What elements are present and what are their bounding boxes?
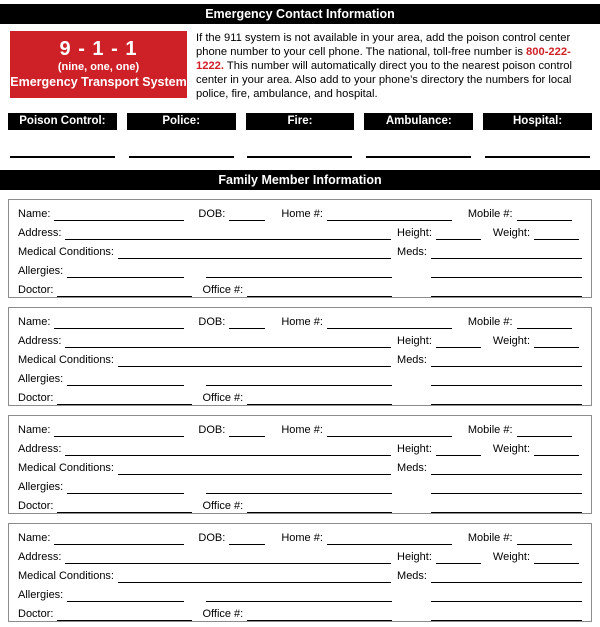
- mobile-phone-blank-line: [517, 427, 572, 437]
- allergies-blank-line: [67, 376, 184, 386]
- doctor-row: [18, 602, 582, 621]
- address-blank-line: [65, 338, 391, 348]
- dob-label: DOB:: [198, 208, 226, 220]
- doctor-label: Doctor:: [18, 608, 54, 620]
- doctor-blank-line: [57, 503, 192, 513]
- address-row: [18, 545, 582, 564]
- name-blank-line: [54, 319, 184, 329]
- doctor-row: [18, 494, 582, 513]
- home-phone-blank-line: [327, 211, 452, 221]
- mobile-phone-blank-line: [517, 211, 572, 221]
- office-phone-blank-line: [247, 395, 392, 405]
- office-phone-label: Office #:: [202, 392, 244, 404]
- allergies-row: [18, 259, 582, 278]
- address-label: Address:: [18, 335, 62, 347]
- name-label: Name:: [18, 532, 51, 544]
- office-phone-blank-line: [247, 503, 392, 513]
- office-phone-blank-line: [247, 287, 392, 297]
- height-label: Height:: [397, 551, 432, 563]
- meds-blank-line-3: [431, 503, 582, 513]
- weight-blank-line: [534, 338, 579, 348]
- emergency-section-title: Emergency Contact Information: [205, 7, 395, 21]
- police-blank-line: [129, 150, 234, 158]
- nine-one-one-subtitle: Emergency Transport System: [10, 75, 187, 89]
- medical-conditions-label: Medical Conditions:: [18, 354, 114, 366]
- meds-label: Meds:: [397, 462, 427, 474]
- intro-text-after: This number will automatically direct you to the nearest poison control center in your area. Also add to your phone’s directory the numbers for local police, fire, ambulance, and hospital.: [196, 60, 573, 100]
- contact-blank-lines-row: [8, 150, 592, 158]
- office-phone-blank-line: [247, 611, 392, 621]
- medical-conditions-blank-line: [118, 357, 391, 367]
- dob-blank-line: [229, 427, 265, 437]
- meds-blank-line-2: [431, 268, 582, 278]
- meds-blank-line-3: [431, 287, 582, 297]
- medical-conditions-row: [18, 564, 582, 583]
- height-label: Height:: [397, 335, 432, 347]
- name-label: Name:: [18, 424, 51, 436]
- meds-blank-line: [431, 249, 582, 259]
- meds-blank-line: [431, 573, 582, 583]
- meds-blank-line-2: [431, 376, 582, 386]
- allergies-blank-line: [67, 268, 184, 278]
- home-phone-label: Home #:: [281, 316, 323, 328]
- home-phone-label: Home #:: [281, 208, 323, 220]
- address-row: [18, 221, 582, 240]
- weight-blank-line: [534, 554, 579, 564]
- contact-cell-police: [127, 113, 236, 130]
- mobile-phone-label: Mobile #:: [467, 532, 513, 544]
- weight-blank-line: [534, 446, 579, 456]
- contact-label-fire: Fire:: [246, 113, 355, 130]
- medical-conditions-label: Medical Conditions:: [18, 462, 114, 474]
- contact-label-police: Police:: [127, 113, 236, 130]
- name-blank-line: [54, 211, 184, 221]
- doctor-label: Doctor:: [18, 500, 54, 512]
- ambulance-blank-line: [366, 150, 471, 158]
- height-blank-line: [436, 338, 481, 348]
- hospital-blank-line: [485, 150, 590, 158]
- contact-label-hospital: Hospital:: [483, 113, 592, 130]
- address-label: Address:: [18, 551, 62, 563]
- address-blank-line: [65, 554, 391, 564]
- mobile-phone-label: Mobile #:: [467, 424, 513, 436]
- name-row: [18, 310, 582, 329]
- medical-conditions-label: Medical Conditions:: [18, 570, 114, 582]
- weight-label: Weight:: [492, 335, 530, 347]
- contact-cell-ambulance: [364, 113, 473, 130]
- nine-one-one-badge: [10, 31, 187, 98]
- medical-conditions-label: Medical Conditions:: [18, 246, 114, 258]
- family-section-title: Family Member Information: [218, 173, 382, 187]
- home-phone-blank-line: [327, 535, 452, 545]
- family-member-blocks: [0, 199, 600, 622]
- mobile-phone-label: Mobile #:: [467, 316, 513, 328]
- meds-blank-line-3: [431, 611, 582, 621]
- allergies-label: Allergies:: [18, 589, 64, 601]
- meds-blank-line: [431, 465, 582, 475]
- poison-control-blank-line: [10, 150, 115, 158]
- meds-blank-line-2: [431, 484, 582, 494]
- dob-label: DOB:: [198, 532, 226, 544]
- doctor-blank-line: [57, 395, 192, 405]
- meds-blank-line: [431, 357, 582, 367]
- intro-section: [10, 31, 594, 101]
- address-blank-line: [65, 230, 391, 240]
- height-label: Height:: [397, 443, 432, 455]
- allergies-row: [18, 367, 582, 386]
- fire-blank-line: [247, 150, 352, 158]
- allergies-label: Allergies:: [18, 265, 64, 277]
- name-row: [18, 202, 582, 221]
- intro-paragraph: [196, 31, 592, 101]
- name-label: Name:: [18, 208, 51, 220]
- address-label: Address:: [18, 227, 62, 239]
- dob-label: DOB:: [198, 316, 226, 328]
- mobile-phone-label: Mobile #:: [467, 208, 513, 220]
- allergies-blank-line-2: [206, 268, 392, 278]
- dob-label: DOB:: [198, 424, 226, 436]
- height-label: Height:: [397, 227, 432, 239]
- medical-conditions-row: [18, 348, 582, 367]
- meds-blank-line-3: [431, 395, 582, 405]
- name-row: [18, 526, 582, 545]
- intro-text-before: If the 911 system is not available in your area, add the poison control center phone number to your cell phone. The national, toll-free number is: [196, 32, 571, 58]
- allergies-row: [18, 475, 582, 494]
- contact-labels-row: [8, 113, 592, 130]
- family-member-block: [8, 523, 592, 622]
- weight-label: Weight:: [492, 443, 530, 455]
- medical-conditions-blank-line: [118, 573, 391, 583]
- contact-label-poison-control: Poison Control:: [8, 113, 117, 130]
- doctor-row: [18, 386, 582, 405]
- weight-label: Weight:: [492, 227, 530, 239]
- height-blank-line: [436, 554, 481, 564]
- allergies-label: Allergies:: [18, 373, 64, 385]
- family-member-block: [8, 199, 592, 298]
- weight-label: Weight:: [492, 551, 530, 563]
- name-label: Name:: [18, 316, 51, 328]
- medical-conditions-row: [18, 240, 582, 259]
- allergies-blank-line: [67, 484, 184, 494]
- poison-control-phone-number: 800-222-1222.: [196, 46, 571, 72]
- address-blank-line: [65, 446, 391, 456]
- contact-cell-hospital: [483, 113, 592, 130]
- emergency-section-header: [0, 4, 600, 24]
- allergies-row: [18, 583, 582, 602]
- contact-cell-fire: [246, 113, 355, 130]
- meds-label: Meds:: [397, 354, 427, 366]
- mobile-phone-blank-line: [517, 319, 572, 329]
- medical-conditions-row: [18, 456, 582, 475]
- contact-cell-poison-control: [8, 113, 117, 130]
- allergies-blank-line: [67, 592, 184, 602]
- mobile-phone-blank-line: [517, 535, 572, 545]
- doctor-label: Doctor:: [18, 284, 54, 296]
- meds-blank-line-2: [431, 592, 582, 602]
- family-section-header: [0, 170, 600, 190]
- address-row: [18, 437, 582, 456]
- doctor-blank-line: [57, 611, 192, 621]
- name-blank-line: [54, 535, 184, 545]
- medical-conditions-blank-line: [118, 465, 391, 475]
- nine-one-one-spelled: (nine, one, one): [57, 61, 140, 73]
- address-row: [18, 329, 582, 348]
- nine-one-one-number: 9 - 1 - 1: [59, 38, 138, 60]
- name-row: [18, 418, 582, 437]
- medical-conditions-blank-line: [118, 249, 391, 259]
- dob-blank-line: [229, 211, 265, 221]
- office-phone-label: Office #:: [202, 500, 244, 512]
- allergies-blank-line-2: [206, 484, 392, 494]
- dob-blank-line: [229, 535, 265, 545]
- family-member-block: [8, 307, 592, 406]
- office-phone-label: Office #:: [202, 284, 244, 296]
- height-blank-line: [436, 446, 481, 456]
- doctor-label: Doctor:: [18, 392, 54, 404]
- dob-blank-line: [229, 319, 265, 329]
- meds-label: Meds:: [397, 570, 427, 582]
- family-member-block: [8, 415, 592, 514]
- address-label: Address:: [18, 443, 62, 455]
- home-phone-blank-line: [327, 319, 452, 329]
- home-phone-blank-line: [327, 427, 452, 437]
- allergies-label: Allergies:: [18, 481, 64, 493]
- contact-label-ambulance: Ambulance:: [364, 113, 473, 130]
- allergies-blank-line-2: [206, 592, 392, 602]
- height-blank-line: [436, 230, 481, 240]
- weight-blank-line: [534, 230, 579, 240]
- doctor-row: [18, 278, 582, 297]
- doctor-blank-line: [57, 287, 192, 297]
- name-blank-line: [54, 427, 184, 437]
- home-phone-label: Home #:: [281, 424, 323, 436]
- allergies-blank-line-2: [206, 376, 392, 386]
- office-phone-label: Office #:: [202, 608, 244, 620]
- home-phone-label: Home #:: [281, 532, 323, 544]
- meds-label: Meds:: [397, 246, 427, 258]
